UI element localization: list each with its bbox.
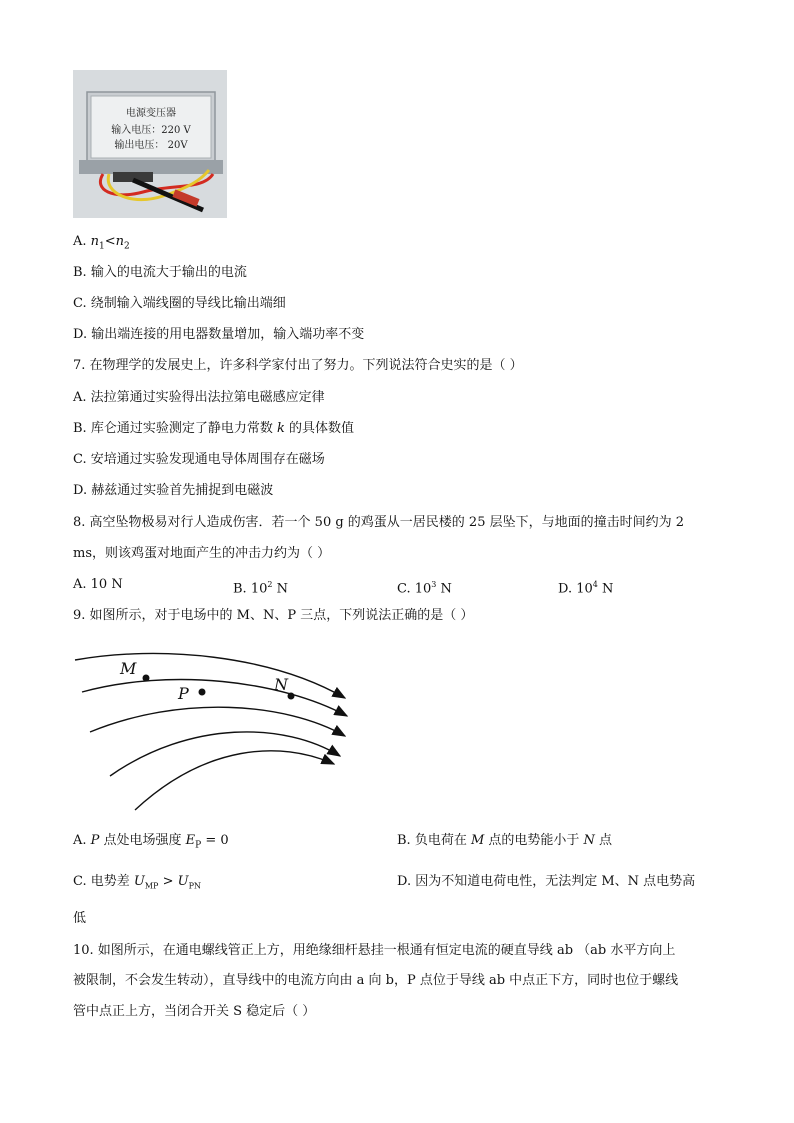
- q8-b-post: N: [272, 581, 288, 597]
- q8-c-sup: 3: [431, 580, 437, 589]
- q6-a-sub2: 2: [124, 241, 130, 252]
- field-line-2: [82, 680, 347, 716]
- q9-a-P: P: [90, 833, 100, 848]
- q7-option-c: C. 安培通过实验发现通电导体周围存在磁场: [73, 452, 325, 467]
- q10-stem-line3: 管中点正上方，当闭合开关 S 稳定后（ ）: [73, 1004, 316, 1019]
- q7-option-d: D. 赫兹通过实验首先捕捉到电磁波: [73, 483, 274, 498]
- q9-c-U2: U: [177, 874, 189, 889]
- q7-b-pre: B. 库仑通过实验测定了静电力常数: [73, 421, 277, 436]
- q8-d-post: N: [597, 581, 614, 597]
- point-N: [288, 693, 295, 700]
- q7-b-k: k: [276, 421, 285, 436]
- q6-a-sub1: 1: [99, 241, 105, 252]
- q7-option-a: A. 法拉第通过实验得出法拉第电磁感应定律: [73, 390, 325, 405]
- q7-b-post: 的具体数值: [284, 421, 354, 436]
- q9-a-eq: = 0: [201, 833, 229, 848]
- field-line-3: [90, 707, 345, 736]
- transformer-title: 电源变压器: [126, 108, 176, 119]
- transformer-input-voltage: 输入电压：220 V: [111, 125, 191, 136]
- q10-stem-line1: 10. 如图所示，在通电螺线管正上方，用绝缘细杆悬挂一根通有恒定电流的硬直导线 ab （ab 水平方向上: [73, 943, 676, 958]
- q9-option-b: [397, 832, 612, 850]
- q9-c-pre: C. 电势差: [73, 874, 134, 889]
- q9-c-sub1: MP: [144, 881, 159, 891]
- transformer-illustration: [73, 70, 227, 218]
- q9-b-pre: B. 负电荷在: [397, 833, 471, 848]
- q8-option-d: [558, 576, 613, 598]
- q9-option-a: [73, 832, 229, 855]
- electric-field-figure: [70, 640, 360, 815]
- q10-stem-line2: 被限制，不会发生转动），直导线中的电流方向由 a 向 b，P 点位于导线 ab 中点正下方，同时也位于螺线: [73, 973, 679, 988]
- q8-option-c: [397, 576, 452, 598]
- q9-b-post: 点: [594, 833, 613, 848]
- q8-d-pre: D. 10: [558, 581, 593, 597]
- field-line-5: [135, 751, 334, 810]
- q9-b-mid: 点的电势能小于: [484, 833, 584, 848]
- q9-stem: 9. 如图所示，对于电场中的 M、N、P 三点，下列说法正确的是（ ）: [73, 608, 474, 623]
- q9-c-U1: U: [133, 874, 145, 889]
- q9-c-sub2: PN: [188, 881, 201, 891]
- q9-option-d-cont: 低: [73, 911, 87, 926]
- q8-c-post: N: [436, 581, 452, 597]
- q9-option-c: [73, 873, 201, 896]
- q8-b-sup: 2: [267, 580, 273, 589]
- q8-option-b: [233, 576, 288, 598]
- label-P: P: [178, 684, 189, 703]
- q6-option-b: B. 输入的电流大于输出的电流: [73, 265, 247, 280]
- q6-option-a: [73, 233, 130, 256]
- q9-a-pre: A.: [73, 833, 91, 848]
- q9-option-d: D. 因为不知道电荷电性，无法判定 M、N 点电势高: [397, 874, 696, 889]
- q6-option-d: D. 输出端连接的用电器数量增加，输入端功率不变: [73, 327, 365, 342]
- q9-b-M: M: [470, 833, 485, 848]
- q8-c-pre: C. 10: [397, 581, 432, 597]
- q6-option-c: C. 绕制输入端线圈的导线比输出端细: [73, 296, 286, 311]
- q6-a-prefix: A.: [73, 234, 91, 249]
- q9-a-sub: P: [195, 840, 202, 851]
- q8-option-a: A. 10 N: [73, 577, 123, 592]
- point-P: [199, 689, 206, 696]
- q9-c-gt: >: [158, 874, 178, 889]
- q8-d-sup: 4: [592, 580, 598, 589]
- label-N: N: [274, 675, 288, 694]
- q7-option-b: [73, 420, 354, 438]
- field-line-1: [75, 653, 345, 698]
- point-M: [143, 675, 150, 682]
- label-M: M: [120, 659, 137, 678]
- q9-b-N: N: [583, 833, 595, 848]
- q7-stem: 7. 在物理学的发展史上，许多科学家付出了努力。下列说法符合史实的是（ ）: [73, 358, 523, 373]
- q6-a-lt: <: [104, 234, 116, 249]
- q9-a-mid: 点处电场强度: [99, 833, 186, 848]
- q8-b-pre: B. 10: [233, 581, 268, 597]
- q6-a-n1: n: [90, 234, 100, 249]
- q9-a-E: E: [185, 833, 196, 848]
- transformer-output-voltage: 输出电压： 20V: [114, 140, 188, 151]
- q6-a-n2: n: [115, 234, 125, 249]
- q8-stem-line2: ms，则该鸡蛋对地面产生的冲击力约为（ ）: [73, 546, 331, 561]
- q8-stem-line1: 8. 高空坠物极易对行人造成伤害．若一个 50 g 的鸡蛋从一居民楼的 25 层坠下，与地面的撞击时间约为 2: [73, 515, 685, 530]
- transformer-photo: [73, 70, 227, 218]
